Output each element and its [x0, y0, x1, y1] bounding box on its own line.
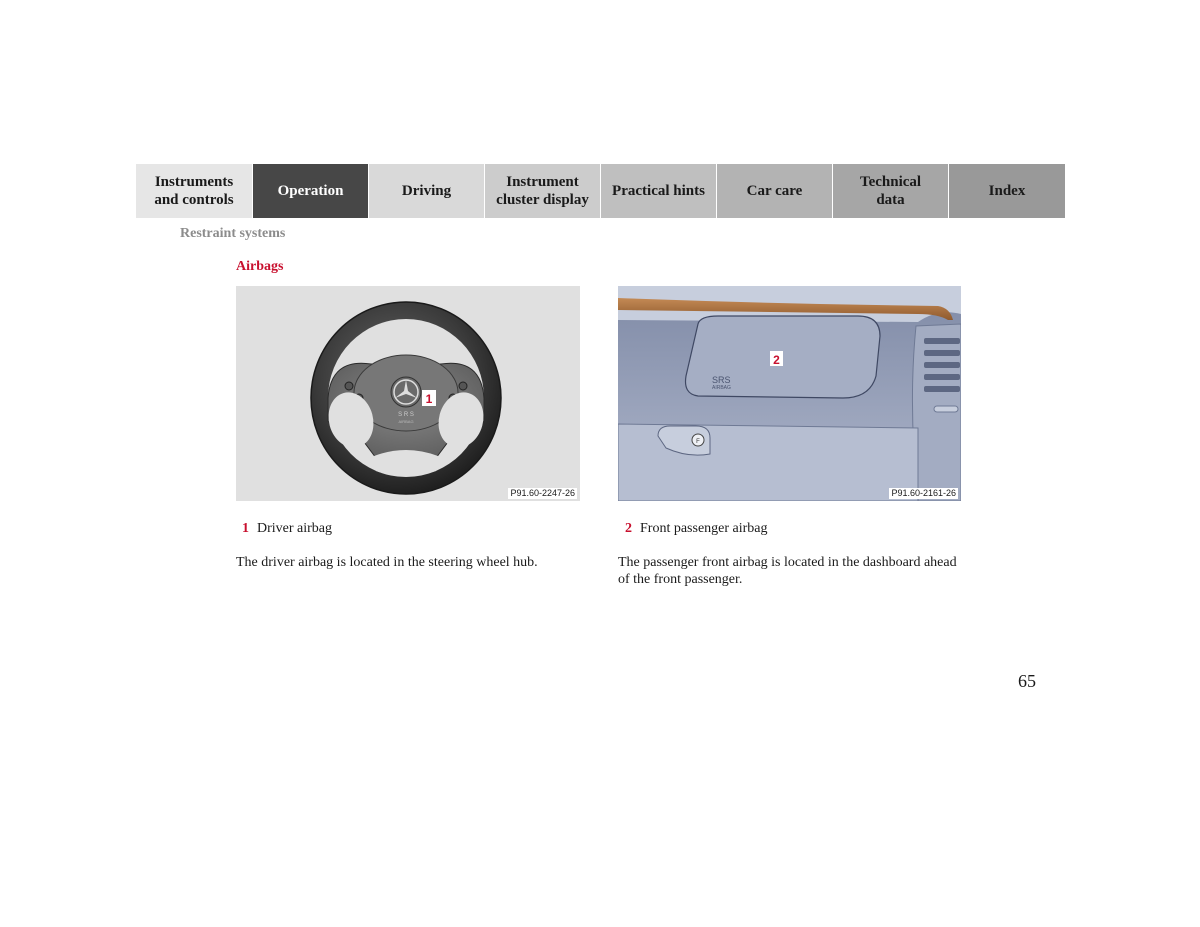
steering-wheel-figure — [236, 286, 580, 501]
page-number: 65 — [1018, 671, 1036, 691]
caption-passenger-airbag — [625, 521, 768, 537]
figure-code: P91.60-2247-26 — [510, 488, 575, 498]
caption-driver-airbag — [242, 521, 332, 537]
hub-srs-label: S R S — [398, 412, 414, 418]
dashboard-illustration — [618, 286, 961, 501]
tab-instruments-and-controls[interactable]: Instruments and controls — [136, 164, 253, 218]
page-heading: Airbags — [236, 259, 284, 274]
hub-airbag-label: AIRBAG — [398, 419, 414, 424]
section-title: Restraint systems — [180, 226, 286, 241]
dashboard-figure — [618, 286, 961, 501]
tab-driving[interactable]: Driving — [369, 164, 485, 218]
driver-airbag-text: The driver airbag is located in the steering wheel hub. — [236, 555, 538, 570]
chapter-tabs — [136, 164, 1065, 218]
srs-label: SRS — [712, 375, 731, 385]
tab-practical-hints[interactable]: Practical hints — [601, 164, 717, 218]
caption-number: 2 — [625, 521, 632, 536]
tab-instrument-cluster-display[interactable]: Instrument cluster display — [485, 164, 601, 218]
callout-2: 2 — [773, 353, 780, 367]
caption-number: 1 — [242, 521, 249, 536]
tab-technical-data[interactable]: Technical data — [833, 164, 949, 218]
tab-operation[interactable]: Operation — [253, 164, 369, 218]
caption-label: Driver airbag — [257, 521, 333, 536]
tab-index[interactable]: Index — [949, 164, 1065, 218]
srs-airbag-label: AIRBAG — [712, 385, 731, 391]
passenger-airbag-text: The passenger front airbag is located in the dashboard ahead of the front passenger. — [618, 555, 957, 587]
steering-wheel-illustration — [236, 286, 580, 501]
figure-code: P91.60-2161-26 — [891, 488, 956, 498]
caption-label: Front passenger airbag — [640, 521, 768, 536]
svg-text:F: F — [696, 439, 700, 445]
callout-1: 1 — [425, 392, 433, 406]
tab-car-care[interactable]: Car care — [717, 164, 833, 218]
